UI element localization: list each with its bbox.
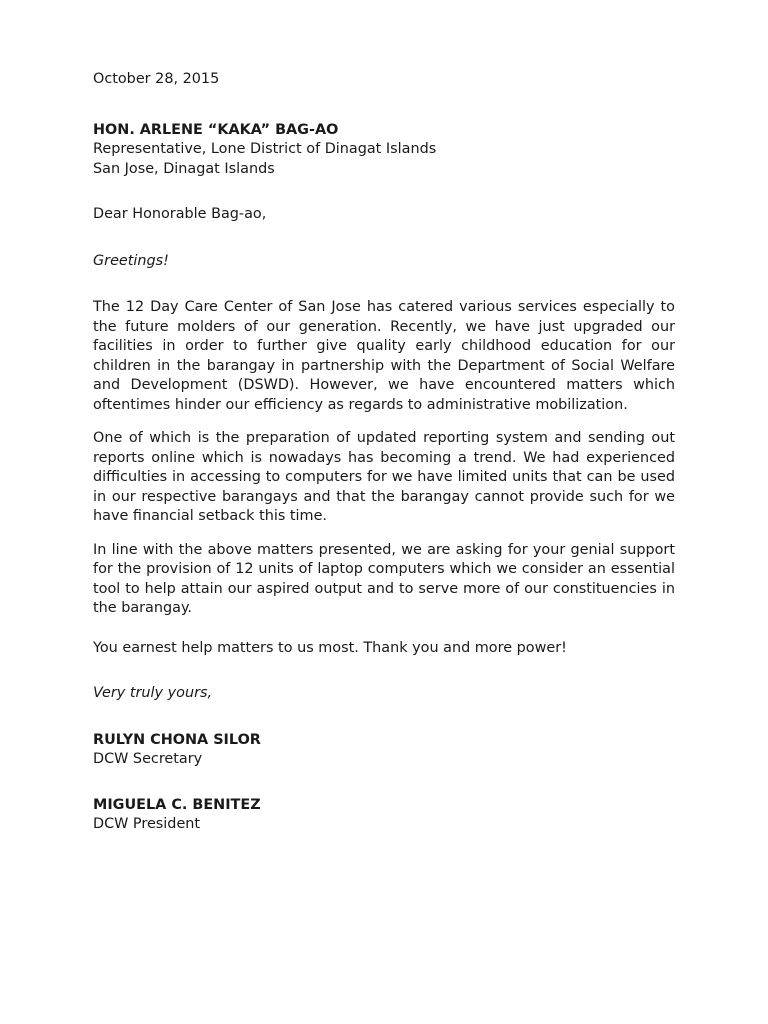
body-paragraph-3: In line with the above matters presented, we are asking for your genial support for the provision of 12 units of laptop computers which we consider an essential tool to help attain our aspired output and to serve more of our constituencies in the barangay. xyxy=(93,541,675,616)
signatory-name: MIGUELA C. BENITEZ xyxy=(93,796,261,813)
letter-date: October 28, 2015 xyxy=(93,71,220,87)
signatory-position: DCW President xyxy=(93,816,201,832)
recipient-title: Representative, Lone District of Dinagat Islands xyxy=(93,141,437,157)
valediction: Very truly yours, xyxy=(93,685,213,701)
signatory-position: DCW Secretary xyxy=(93,751,203,767)
recipient-address: San Jose, Dinagat Islands xyxy=(93,160,275,177)
body-paragraph-1: The 12 Day Care Center of San Jose has catered various services especially to the future molders of our generation. Recently, we have just upgraded our facilities in order to further give quality early childhood education for our children in the barangay in partnership with the Department of Social Welfare and Development (DSWD). However, we have encountered matters which oftentimes hinder our efficiency as regards to administrative mobilization. xyxy=(93,299,675,413)
signatory-name: RULYN CHONA SILOR xyxy=(93,731,261,748)
body-paragraph-2: One of which is the preparation of updated reporting system and sending out reports online which is nowadays has becoming a trend. We had experienced difficulties in accessing to computers for we have limited units that can be used in our respective barangays and that the barangay cannot provide such for we have financial setback this time. xyxy=(93,430,675,524)
recipient-block xyxy=(93,121,675,180)
closing-line: You earnest help matters to us most. Thank you and more power! xyxy=(93,639,567,656)
signatory-president xyxy=(93,796,675,835)
signatory-secretary xyxy=(93,731,675,770)
greeting: Greetings! xyxy=(93,252,169,269)
recipient-name: HON. ARLENE “KAKA” BAG-AO xyxy=(93,121,339,138)
salutation: Dear Honorable Bag-ao, xyxy=(93,206,267,222)
